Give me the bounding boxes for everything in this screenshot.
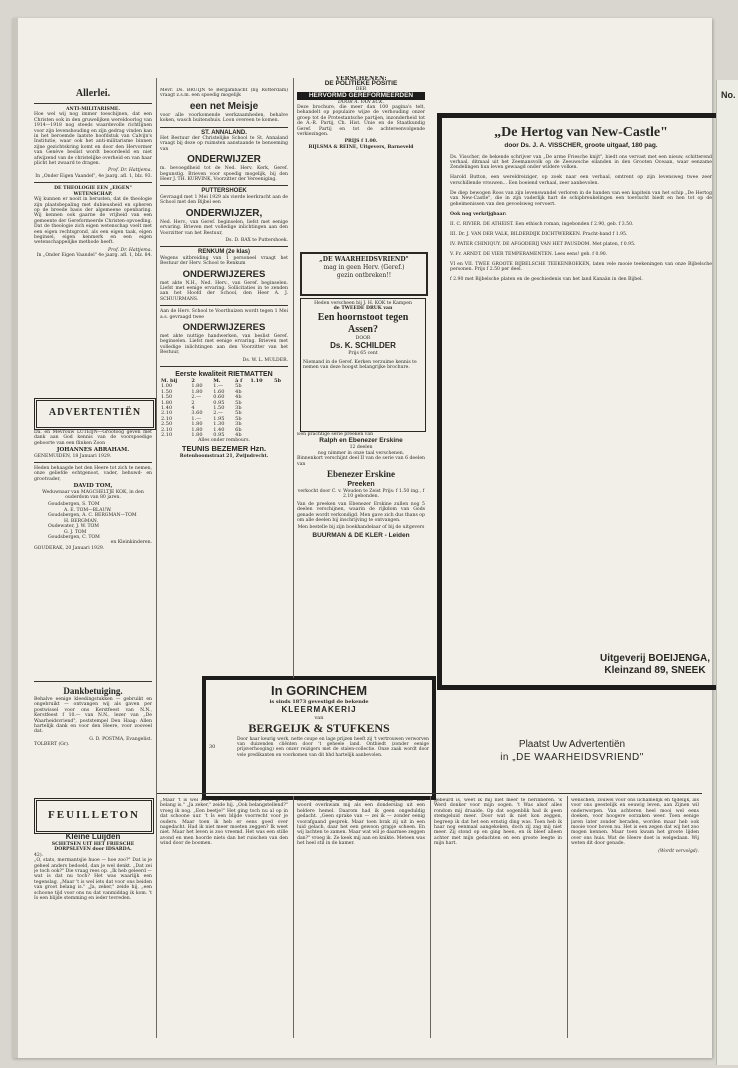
column-rule	[293, 796, 294, 1038]
divider	[160, 305, 288, 306]
family-member: A. E. TOM—BLAUW.	[64, 507, 112, 513]
hoornstoot-ad	[300, 298, 426, 432]
ad-role: ONDERWIJZER,	[185, 207, 263, 219]
ad-text: de TWEEDE DRUK van	[333, 306, 393, 312]
rietmatten-note: Alles onder rembours.	[198, 438, 250, 444]
advertenties-title: ADVERTENTIËN	[48, 407, 142, 418]
story-text: wenschen, zouwel voor ons lichamelijk en tijdelijk, als voor ons geestelijk en eeuwig leven, aan Zijnen wil onderworpen. Van achteren heel mooi wel eens doeken, voor hoogere oorzaken weer. Toen eenige jaren later zonder beraden, worden maar heb ook mooie voor boven nu. Het is een zegen dat wij het zoo mogen kennen. Maar toen kwam het groote lijden over ons huis. Wat de Heere doet is welgedaan. Wij weten dit door genade.	[571, 798, 699, 847]
gorinchem-title: In GORINCHEM	[270, 683, 368, 698]
ad-text: voor alle voorkomende werkzaamheden, behalve koken, wasch buitenshuis. Loon overeen te komen.	[160, 112, 288, 124]
story-title: Kleine Luijden	[65, 832, 121, 841]
ad-text: f 2.90 met Bijbelsche platen en de geschiedenis van het land Kanaän in den Bijbel.	[450, 277, 643, 283]
story-text: „Maar 't is wel iets dat voor ons beiden van groot belang is." „Ja zeker," zeide hij. „Ook belangstellend?" vroeg ik nog. „Een beetje!" Het ging toch nu al op in dat schoone uur. 't Is een blijde voorrecht voor je ouders. Maar toen ik heb er eens goed over nagedacht. Had ik niet meer moeten zeggen? Ik weet niet. Maar het leven is zoo vreemd. Het was een stille avond en men hoorde niets dan het ruischen van den wind door de boomen.	[160, 798, 288, 847]
ad-text: van	[314, 715, 324, 721]
gorinchem-name: BERGEIJK & STUFKENS	[248, 721, 390, 735]
baby-name: JOHANNES ABRAHAM.	[56, 447, 130, 454]
table-cell: 4b	[235, 432, 242, 439]
column-rule	[293, 78, 294, 678]
vacancies-column	[160, 88, 288, 688]
ad-text: m. bevoegdheid tot de Ned. Herv. Kerk, Geref. begunstig. Brieven voor spoedig mogelijk, bij den Heer J. TH. KURVINK, Voorzitter der Vereeniging.	[160, 166, 288, 183]
serial-column	[160, 798, 288, 1038]
table-cell: 1.00	[161, 383, 173, 390]
allerlei-title: Allerlei.	[75, 88, 111, 99]
ad-text: Harold Button, een wereldreiziger, op zoek naar een verhaal, omtrent op zijn levensweg twee zeer verschillende vrouwen... Een boeiend verhaal, zeer aanbevolen.	[450, 175, 712, 186]
ad-text: Men bestelle bij zijn boekhandelaar of bij de uitgevers	[297, 525, 425, 531]
family-member: Oudewater, J. W. TOM	[48, 524, 100, 530]
erskine-ad	[297, 432, 425, 682]
table-cell: 1.80	[161, 399, 173, 406]
serial-column	[571, 798, 699, 1038]
ad-text: verkocht door C. v. Wouden te Zeist Prijs: f 1.50 ing., f 2.10 gebonden.	[297, 489, 425, 500]
table-cell: 3b	[235, 405, 242, 412]
family-member: Goudsbergen, C. TOM	[48, 534, 100, 540]
next-page-label: No.	[721, 90, 736, 100]
table-cell: 2.10	[161, 432, 173, 439]
ad-title: ST. ANNALAND.	[201, 129, 247, 136]
box-line: gezin ontbreken!!	[336, 272, 392, 279]
ad-text: is sinds 1873 gevestigd de bekende	[269, 699, 369, 705]
publisher-address: Kleinzand 89, SNEEK	[604, 665, 706, 676]
table-cell: 1.40	[213, 426, 225, 433]
table-cell: 6b	[235, 426, 242, 433]
table-cell: 1.30	[213, 421, 225, 428]
ad-text: Wegens uitbreiding van 1 personeel vraagt het Bestuur der Herv. School te Renkum	[160, 255, 288, 267]
erskine-preken: Preeken	[347, 481, 375, 489]
column-rule	[430, 796, 431, 1038]
ad-text: Het Bestuur der Christelijke School te St. Annaland vraagt bij deze op ruimsten aanstaande te benoeming van	[160, 136, 288, 152]
table-cell: 0.95	[213, 432, 225, 439]
verschenen-title-small: DER	[355, 86, 367, 92]
birth-announcement: Da. en Mevrouw LUTEIJN—Grootoog geven met dank aan God kennis van de voorspoedige geboorte van een flinken Zoon	[34, 430, 152, 446]
table-header-cell: M. bij	[161, 378, 178, 384]
ad-title: RENKUM (2e klas)	[197, 249, 250, 256]
feuilleton-title: FEUILLETON	[48, 809, 140, 821]
newspaper-page	[12, 18, 712, 1058]
table-cell: 1.80	[191, 432, 203, 439]
ad-text: Aan de Herv. School te Voorthuizen wordt tegen 1 Mei a.s. gevraagd twee	[160, 309, 288, 320]
gorinchem-ad	[202, 676, 436, 800]
advertenties-banner	[34, 398, 156, 430]
table-cell: 5b	[235, 383, 242, 390]
table-cell: 1.80	[191, 421, 203, 428]
divider	[34, 462, 152, 463]
section-heading: DE THEOLOGIE EEN „EIGEN" WETENSCHAP.	[54, 186, 132, 197]
divider	[160, 246, 288, 247]
box-line: „DE WAARHEIDSVRIEND"	[319, 256, 409, 263]
waarheidsvriend-box	[300, 252, 428, 296]
table-cell: 2.50	[161, 421, 173, 428]
ad-text: Door haar keurig werk, nette coupe en lage prijzen heeft zij 't vertrouwen verworven van duizenden cliënten door 't geheele land. Ontbiedt (zonder eenige prijsverhooging) een onzer reizigers met de stalen-collectie. Onze zaak wordt door vele predikanten en voorkomen van dit hhd hartelijk aanbevolen.	[237, 737, 429, 758]
newcastle-byline: door Ds. J. A. VISSCHER, groote uitgaaf, 180 pag.	[504, 142, 658, 149]
family-member: Goudsbergen, S. TOM	[48, 502, 100, 508]
rietmatten-company: TEUNIS BEZEMER Hzn.	[181, 443, 267, 453]
table-cell: 1.40	[161, 405, 173, 412]
ad-text: Van de preeken van Ebenezer Erskine zullen nog 5 deelen verschijnen, waarin de rijkdom van Gods genade wordt verkondigd. Men gave zich dus thans op om alle deelen bij inschrijving te ontvangen.	[297, 501, 425, 524]
ad-text: 12 deelen	[349, 445, 373, 451]
table-cell: 1.95	[213, 415, 225, 422]
ad-text: nog nimmer in onze taal verschenen.	[317, 450, 405, 456]
family-member: H. BERGMAN.	[64, 518, 98, 524]
erskine-name2: Ebenezer Erskine	[326, 469, 396, 480]
divider	[34, 182, 152, 183]
list-item: VI en VII. TWEE GROOTE BIJBELSCHE TEEKENBOEKEN, laten vele mooie teekeningen van onze Bijbelsche personen. Prijs f 2.50 per deel.	[450, 261, 712, 273]
table-cell: 4b	[235, 388, 242, 395]
article-signature: Prof. Dr. Hattjema.	[108, 247, 152, 253]
table-cell: 0.60	[213, 394, 225, 401]
rietmatten-table	[160, 379, 288, 438]
verschenen-subtitle: HERVORMD GEREFORMEERDEN	[297, 92, 425, 99]
announcement-date: GOUDERAK, 20 Januari 1929.	[34, 545, 105, 551]
divider	[160, 185, 288, 186]
article-text: Wij kunnen er nooit in berusten, dat de theologie zijn plaatsbepaling met dubieusheid en spheren op de breede basis der algemeene openbaring. Wij kennen ook gaarne de vrijheid van een gemeente der Gereformeerde Christen-opvoeding. Dat de theologie zich eigen wetenschap voelt met een eigen rechtsgrond, als een eigen taak, eigen beginsel, eigen kenmerk en een eigen wetenschappelijke methode heeft.	[34, 197, 152, 246]
article-text: Hoe wel wij nog immer toeschijnen, dat een Christen ook in den gruwelijken wereldoorlog van 1914—1918 nog steeds waardevolle richtlijnen voor zijn levenshouding en zijn gedrag vinden kan in het beroemde laatste hoofdstuk van Calvijn's Institutie, waar ook het anti-militarisme binnen zijne gezichtskring komt en door den Hervormer van Genève beslist wordt beoordeeld en niet afwijzend van de christelijke overheid en van haar plicht het zwaard te dragen.	[34, 112, 152, 167]
announcements-column	[34, 430, 152, 670]
section-heading: ANTI-MILITARISME.	[65, 107, 121, 112]
next-page-edge	[716, 80, 738, 1065]
serial-divider	[157, 793, 702, 794]
table-cell: 3.60	[191, 410, 203, 417]
ad-number: 30	[209, 744, 216, 751]
ad-role: ONDERWIJZER	[187, 154, 261, 166]
ad-text: Ds. Visscher, de bekende schrijver van „De arme Friesche knijt", biedt ons vervast met een nieuw, schitterend verhaal, ditmaal uit het Zeemansvolk op de Zeeuwsche eilanden in den Grooten Oceaan, waar eenzame Zendelingen hun leven gewaagd onder wildere volken.	[450, 154, 712, 171]
verschenen-title: DE POLITIEKE POSITIE	[324, 80, 398, 88]
family-list	[34, 502, 152, 545]
erskine-publisher: BUURMAN & DE KLER - Leiden	[312, 531, 410, 539]
plaats-line1: Plaatst Uw Advertentiën	[518, 739, 626, 750]
ad-signature: Ds. W. L. MULDER.	[242, 357, 288, 363]
table-cell: 2.—	[191, 394, 202, 401]
ad-text: Heden verscheen bij J. H. KOK te Kampen	[314, 301, 412, 306]
table-cell: 1.—	[191, 415, 202, 422]
list-item: IV. PATER CHINIQUY. DE AFGODERIJ VAN HET PAUSDOM. Met platen, f 0.95.	[450, 241, 636, 247]
rietmatten-title: Eerste kwaliteit RIETMATTEN	[175, 371, 273, 378]
newcastle-ad	[437, 113, 725, 690]
ad-text: met akte N.H., Ned. Herv., van Geref. beginselen. Liefst met eenige ervaring. Sollicitaties in te zenden aan het Hoofd der School, den Heer A. J. SCHUURMANS.	[160, 280, 288, 302]
article-source: In „Onder Eigen Vaandel", 4e jaarg. afl. 1, blz. 93.	[35, 173, 152, 179]
erskine-names: Ralph en Ebenezer Erskine	[319, 437, 403, 445]
table-cell: 5b	[235, 410, 242, 417]
page-binding	[12, 18, 18, 1058]
announcement-place: GENEMUIDEN, 18 Januari 1929.	[34, 453, 112, 459]
table-cell: 3b	[235, 421, 242, 428]
feuilleton-banner	[34, 798, 154, 834]
serial-column	[434, 798, 562, 1038]
family-member: Goudsbergen, A. C. BERGMAN—TOM	[48, 513, 137, 519]
table-cell: 2	[191, 399, 195, 406]
table-cell: 0.95	[213, 399, 225, 406]
ad-role: ONDERWIJZERES	[182, 268, 266, 280]
allerlei-column	[34, 88, 152, 388]
list-item: II. C. RIVIER. DE ATHEIST. Een ethisch roman, ingebonden f 2.90, geb. f 3.50.	[450, 221, 634, 227]
ad-heading: een net Meisje	[189, 100, 259, 112]
table-cell: 2.—	[213, 410, 224, 417]
table-cell: 1.50	[161, 388, 173, 395]
story-text: Met verbazing heb ik haar toen aangekeken. Dat woord overkwam mij als een donderslag uit een heldere hemel. Daarom had ik geen ongeduldig gedacht. „Geen sprake van — zei ik — zonder eenig voorafgaand gesprek. Maar toen brak zij uit in een luid gelach, daar het een gewoon grapje scheen. En wij lachten te zamen. Maar wat wil je daarmee zeggen dan?" vroeg ik. Ze keek mij aan en knikte. Meteen was het heel stil in de kamer.	[297, 798, 425, 847]
article-signature: Prof. Dr. Hattjema.	[108, 168, 152, 174]
box-line: mag in geen Herv. (Geref.)	[323, 264, 405, 271]
family-member: G. J. TOM	[64, 529, 87, 535]
table-cell: 4b	[235, 394, 242, 401]
article-source: In „Onder Eigen Vaandel" 4e jaarg. afl. 1, blz. 84.	[36, 253, 152, 259]
hoornstoot-author: Ds. K. SCHILDER	[330, 341, 396, 351]
table-cell: 5b	[235, 415, 242, 422]
ad-role: ONDERWIJZERES	[182, 321, 266, 333]
newcastle-title: „De Hertog van New-Castle"	[494, 125, 668, 140]
chapter-number: 42).	[34, 852, 44, 858]
table-cell: 2.10	[161, 426, 173, 433]
divider	[160, 127, 288, 128]
ad-signature: Ds. D. BAX te Puttershoek.	[225, 237, 288, 243]
verschenen-text: Deze brochure, die meer dan 100 pagina's telt, behandelt op populaire wijze de verhouding onzer groep tot de Protestantsche partijen, inzonderheid tot de A.-R. Partij, Ch. Hist. Unie en de Staatkundig Geref. Partij en tot de achtereenvolgende verkiezingen.	[297, 105, 425, 138]
plaats-ad	[452, 738, 692, 764]
table-cell: 1.80	[191, 383, 203, 390]
list-item: V. Fr. ARNDT. DE VIER TEMPERAMENTEN. Lees eens! geb. f 0.90.	[450, 251, 608, 257]
dankbetuiging-title: Dankbetuiging.	[63, 686, 123, 696]
dankbetuiging-text: Behalve eenige kleedingstukken — gebruikt en ongebruikt — ontvangen wij als gaven per postwissel voor ons Kerstfeest van N.N., Kerstfeest f 10.— van N.N., lezer van „De Waarheidsvriend", poststempel Den Haag: Allen hartelijk dank en voor den Heere, voor zooveel dat.	[34, 697, 152, 735]
deceased-name: DAVID TOM,	[73, 483, 113, 490]
story-text: „O, stats, mermantsjie huoe — hoe zoo?" Dat is je geheel anders bedoeld, dan je wel denkt. „Dat zei je toch ook?" Die vraag rees op. „Ik heb geleerd — wat is dat nu toch? Het was waarlijk een tegenslag. „Maar 't is wel iets dat voor ons beiden van groot belang is." „Ja, zeker," zeide hij, „een schoone tijd voor ons nu dat vanmiddag ik kom. 't Is een blijde stemming en ieder tevreden.	[34, 858, 152, 902]
dankbetuiging-section	[34, 678, 152, 788]
hoornstoot-title: Een hoornstoot tegen Assen?	[317, 311, 409, 335]
gorinchem-kind: KLEERMAKERIJ	[281, 705, 357, 714]
table-header-cell: 5b	[274, 378, 281, 384]
newcastle-body	[450, 155, 712, 283]
dankbetuiging-signature: G. D. POSTMA, Evangelist.	[89, 736, 152, 742]
ad-text: Binnenkort verschijnt deel II van de serie van 6 deelen van	[297, 456, 425, 467]
ad-text: Een prachtige serie preeken van	[297, 432, 374, 437]
feuilleton-column	[34, 832, 152, 1042]
verschenen-publisher: BIJLSMA & REINE, Uitgevers, Barneveld	[308, 144, 414, 150]
continued-note: (Wordt vervolgd).	[658, 848, 699, 854]
ad-text: Niemand in de Geref. Kerken verzuime kennis te nemen van deze hoogst belangrijke brochure.	[303, 359, 417, 371]
newcastle-publisher	[600, 653, 710, 677]
publisher-name: Uitgeverij BOEIJENGA,	[599, 653, 710, 664]
table-cell: 2.10	[161, 415, 173, 422]
rietmatten-address: Rotenhoomstraat 21, Zwijndrecht.	[179, 453, 269, 459]
table-cell: 2.10	[161, 410, 173, 417]
ad-text: Mevr. Ds. BRUIJN te Bergambacht (bij Rotterdam) vraagt z.s.m. een spoedig mogelijk	[160, 88, 288, 99]
table-cell: 5b	[235, 399, 242, 406]
dankbetuiging-place: TOLBERT (Gr).	[34, 742, 70, 748]
column-rule	[156, 78, 157, 1038]
plaats-line2: in „DE WAARHEIDSVRIEND"	[500, 752, 644, 763]
table-cell: 4	[191, 405, 195, 412]
family-member: en Kleinkinderen.	[110, 540, 152, 546]
ad-text: Ned. Herv., van Geref. beginselen, liefst met eenige ervaring. Brieven met volledige inlichtingen aan den Voorzitter van het Bestuur,	[160, 219, 288, 236]
ad-text: DOOR	[355, 335, 371, 341]
story-text: gebeurd is, weet ik mij niet meer te herinneren. 'k Werd donker voor mijn oogen. 't Was alsof alles rondom mij draaide. Op dat oogenblik had ik geen stemgeluid meer. Door wat ik niet kon zeggen, begreep ik dat het een ernstig ding was. Toen heb ik haar nog eenmaal aangekeken, doch zij zag mij niet meer. Zij stond op en ging heen, en ik bleef alleen achter met mijn gedachten en een groote leegte in mijn hart.	[434, 798, 562, 847]
divider	[34, 103, 152, 104]
verschenen-label: VERSCHENEN:	[335, 76, 387, 82]
table-header-cell: 1.10	[250, 378, 263, 384]
ad-text: met akte nuttige handwerken, van beslist Geref. beginselen. Liefst met eenige ervaring. Brieven met volledige inlichtingen aan den Voorzitter van het Bestuur,	[160, 333, 288, 356]
table-cell: 1.80	[191, 426, 203, 433]
story-subtitle: SCHETSEN UIT HET FRIESCHE DORPSLEVEN door IDSARDA.	[51, 842, 135, 853]
table-cell: 1.60	[213, 388, 225, 395]
ad-text: Gevraagd met 1 Mei 1929 als vierde leerkracht aan de School met den Bijbel een	[160, 194, 288, 206]
table-header-cell: M.	[213, 378, 221, 384]
list-item: III. Dr. J. VAN DER VALK, BILDERDIJK DICHTWERKEN. Pracht-band f 1.95.	[450, 231, 628, 237]
ad-text: De diep bewogen Roos van zijn levenswandel verloren in de handen van een kapitein van het schip „De Hertog van New-Castle", die in zijn vaderlijk hart de schipbreukelingen een toevlucht biedt en hen tot op de geheimenissen van den gevoelsweg vervoert.	[450, 190, 712, 207]
table-cell: 1.—	[213, 383, 224, 390]
table-header-cell: 2	[191, 378, 195, 384]
verschenen-ad	[297, 76, 425, 246]
gorinchem-body	[209, 737, 429, 758]
table-cell: 1.80	[191, 388, 203, 395]
divider	[160, 366, 288, 367]
hoornstoot-price: Prijs 65 cent	[348, 351, 378, 357]
column-rule	[567, 796, 568, 1038]
table-header-cell: à f	[235, 378, 243, 384]
verschenen-author: DOOR A. VAN ECK.	[338, 99, 384, 105]
list-intro: Ook nog verkrijgbaar:	[450, 211, 507, 217]
divider	[34, 681, 152, 682]
ad-title: PUTTERSHOEK	[201, 188, 247, 195]
death-announcement: Heden behaagde het den Heere tot zich te nemen, onze geliefde echtgenoot, vader, behuwd- en grootvader,	[34, 466, 152, 482]
table-cell: 1.50	[161, 394, 173, 401]
table-cell: 1.50	[213, 405, 225, 412]
deceased-detail: Weduwnaar van MAGCHELTJE KOK, in den ouderdom van 80 jaren.	[42, 489, 144, 501]
serial-column	[297, 798, 425, 1038]
verschenen-price: PRIJS f 1.00.	[344, 139, 378, 145]
